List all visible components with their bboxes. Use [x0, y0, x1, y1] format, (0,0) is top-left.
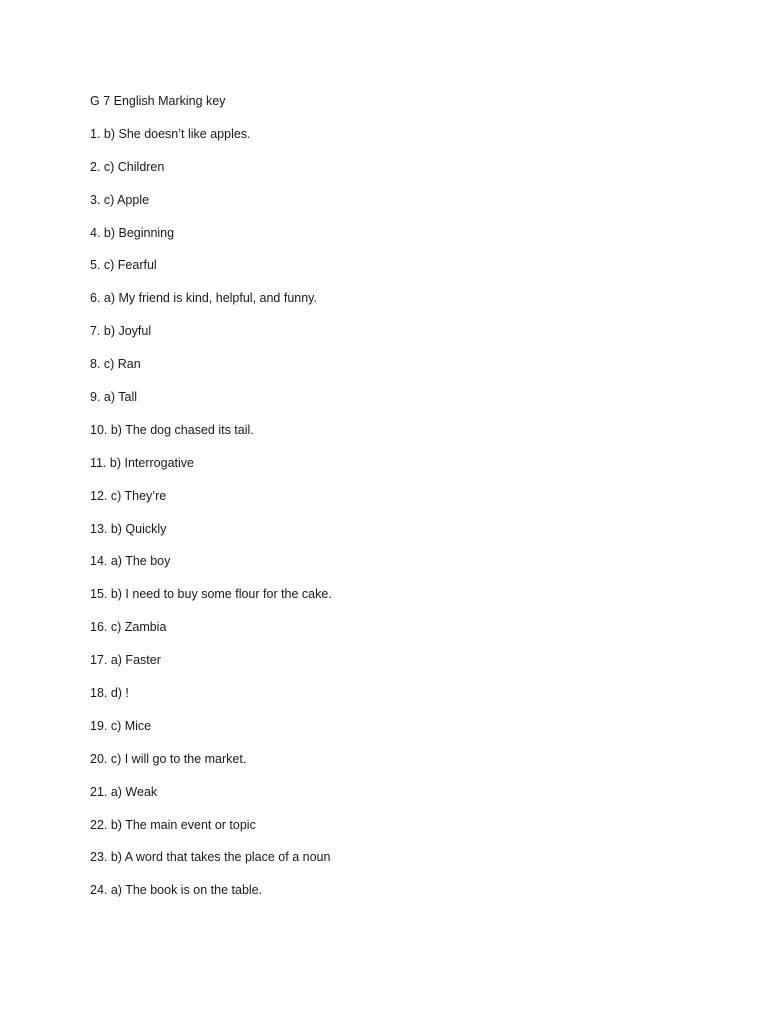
- answer-line: 13. b) Quickly: [90, 521, 167, 536]
- answer-line: 12. c) They’re: [90, 488, 167, 503]
- answer-line: 1. b) She doesn’t like apples.: [90, 126, 251, 141]
- answer-line: 18. d) !: [90, 686, 129, 701]
- answer-line: 8. c) Ran: [90, 357, 141, 372]
- answer-line: 9. a) Tall: [90, 390, 138, 405]
- answer-line: 21. a) Weak: [90, 784, 158, 799]
- answer-line: 19. c) Mice: [90, 718, 152, 733]
- answer-line: 3. c) Apple: [90, 192, 150, 207]
- answer-line: 15. b) I need to buy some flour for the cake.: [90, 587, 332, 602]
- answer-line: 23. b) A word that takes the place of a noun: [90, 850, 331, 865]
- document-title: G 7 English Marking key: [90, 94, 226, 108]
- answer-line: 6. a) My friend is kind, helpful, and funny.: [90, 291, 317, 306]
- answer-line: 7. b) Joyful: [90, 324, 152, 339]
- answer-line: 16. c) Zambia: [90, 620, 167, 635]
- answer-line: 24. a) The book is on the table.: [90, 883, 263, 898]
- answer-line: 22. b) The main event or topic: [90, 817, 256, 832]
- answer-line: 20. c) I will go to the market.: [90, 751, 247, 766]
- answer-line: 4. b) Beginning: [90, 225, 175, 240]
- answer-line: 10. b) The dog chased its tail.: [90, 422, 254, 437]
- answer-line: 5. c) Fearful: [90, 258, 157, 273]
- answer-line: 2. c) Children: [90, 159, 165, 174]
- document-body: [90, 92, 690, 914]
- answer-line: 17. a) Faster: [90, 653, 161, 668]
- answer-line: 11. b) Interrogative: [90, 455, 194, 470]
- answer-line: 14. a) The boy: [90, 554, 171, 569]
